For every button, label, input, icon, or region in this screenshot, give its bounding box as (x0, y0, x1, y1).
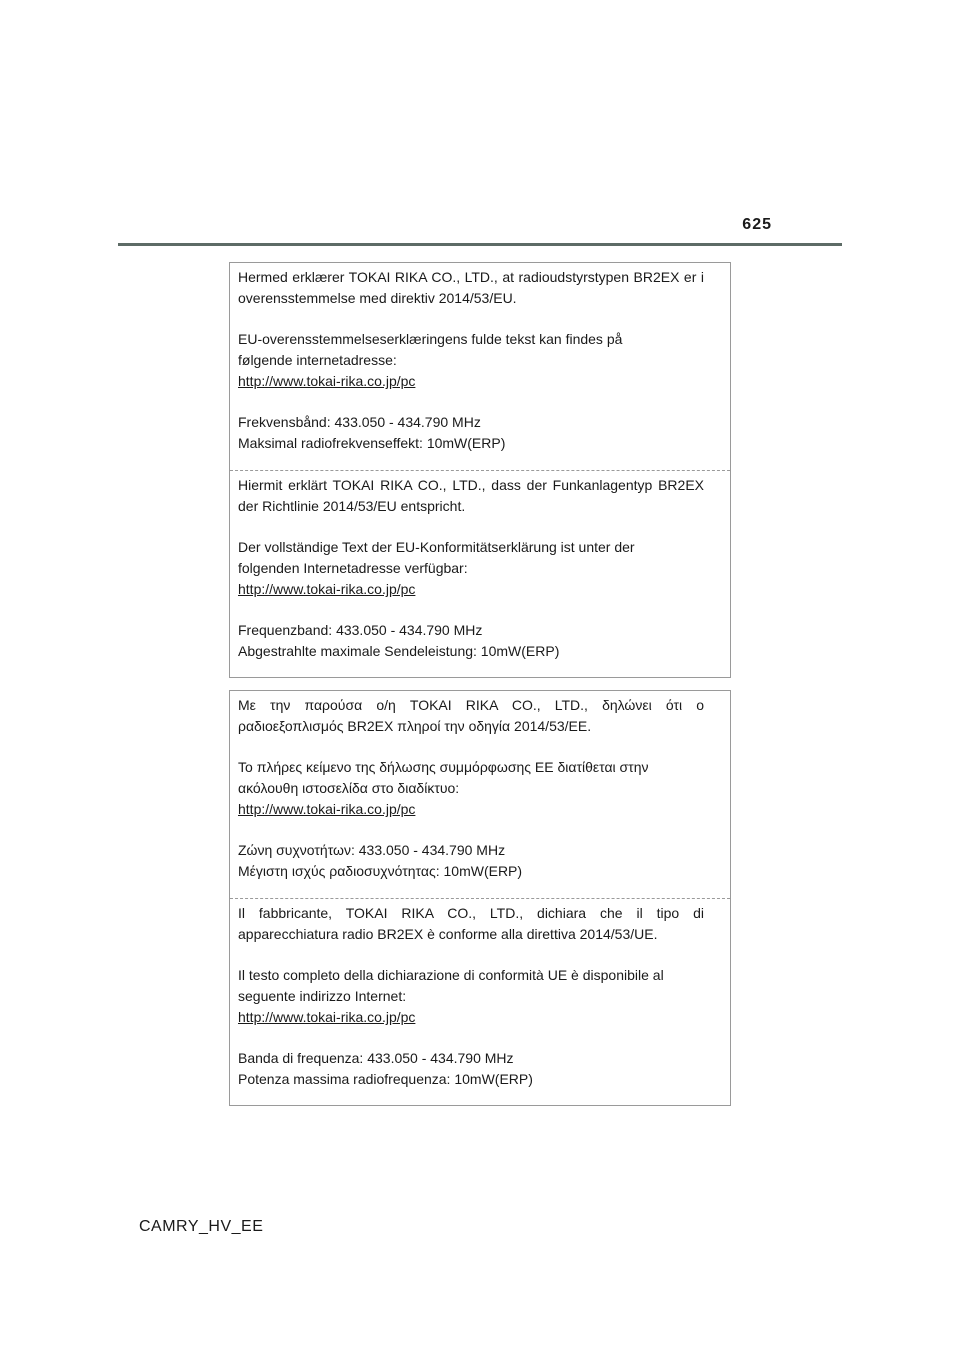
declaration-statement: Hermed erklærer TOKAI RIKA CO., LTD., at radioudstyrstypen BR2EX er i overensstemmelse med direktiv 2014/53/EU. (238, 269, 704, 306)
header-divider (118, 243, 842, 246)
max-power: Maksimal radiofrekvenseffekt: 10mW(ERP) (238, 435, 506, 451)
declaration-url-link[interactable]: http://www.tokai-rika.co.jp/pc (238, 373, 416, 389)
declaration-statement: Il fabbricante, TOKAI RIKA CO., LTD., dichiara che il tipo di apparecchiatura radio BR2EX è conforme alla direttiva 2014/53/UE. (238, 905, 704, 942)
full-text-line-1: Το πλήρες κείμενο της δήλωσης συμμόρφωσης ΕΕ διατίθεται στην (238, 759, 649, 775)
full-text-line-2: seguente indirizzo Internet: (238, 988, 407, 1004)
declaration-box-2 (229, 690, 731, 1106)
specs (238, 620, 704, 662)
declaration-statement: Hiermit erklärt TOKAI RIKA CO., LTD., dass der Funkanlagentyp BR2EX der Richtlinie 2014/53/EU entspricht. (238, 477, 704, 514)
full-text-notice (238, 965, 704, 1028)
declaration-section-italian (230, 898, 730, 1105)
specs (238, 840, 704, 882)
full-text-line-2: folgenden Internetadresse verfügbar: (238, 560, 468, 576)
declaration-section-greek (230, 691, 730, 898)
declaration-section-danish (230, 263, 730, 470)
frequency-band: Frequenzband: 433.050 - 434.790 MHz (238, 622, 483, 638)
max-power: Potenza massima radiofrequenza: 10mW(ERP) (238, 1071, 533, 1087)
page-number: 625 (742, 216, 772, 233)
declaration-url-link[interactable]: http://www.tokai-rika.co.jp/pc (238, 1009, 416, 1025)
full-text-line-2: følgende internetadresse: (238, 352, 397, 368)
full-text-line-2: ακόλουθη ιστοσελίδα στο διαδίκτυο: (238, 780, 460, 796)
full-text-line-1: Il testo completo della dichiarazione di conformità UE è disponibile al (238, 967, 664, 983)
frequency-band: Frekvensbånd: 433.050 - 434.790 MHz (238, 414, 481, 430)
document-code: CAMRY_HV_EE (139, 1218, 264, 1235)
max-power: Abgestrahlte maximale Sendeleistung: 10mW(ERP) (238, 643, 560, 659)
frequency-band: Banda di frequenza: 433.050 - 434.790 MHz (238, 1050, 514, 1066)
specs (238, 412, 704, 454)
specs (238, 1048, 704, 1090)
full-text-notice (238, 757, 704, 820)
full-text-line-1: Der vollständige Text der EU-Konformitätserklärung ist unter der (238, 539, 635, 555)
declaration-url-link[interactable]: http://www.tokai-rika.co.jp/pc (238, 801, 416, 817)
full-text-line-1: EU-overensstemmelseserklæringens fulde tekst kan findes på (238, 331, 623, 347)
full-text-notice (238, 537, 704, 600)
declaration-section-german (230, 470, 730, 677)
max-power: Μέγιστη ισχύς ραδιοσυχνότητας: 10mW(ERP) (238, 863, 523, 879)
full-text-notice (238, 329, 704, 392)
declaration-url-link[interactable]: http://www.tokai-rika.co.jp/pc (238, 581, 416, 597)
declaration-box-1 (229, 262, 731, 678)
declaration-statement: Με την παρούσα ο/η TOKAI RIKA CO., LTD., δηλώνει ότι ο ραδιοεξοπλισμός BR2EX πληροί την οδηγία 2014/53/ΕΕ. (238, 697, 704, 734)
frequency-band: Ζώνη συχνοτήτων: 433.050 - 434.790 MHz (238, 842, 506, 858)
